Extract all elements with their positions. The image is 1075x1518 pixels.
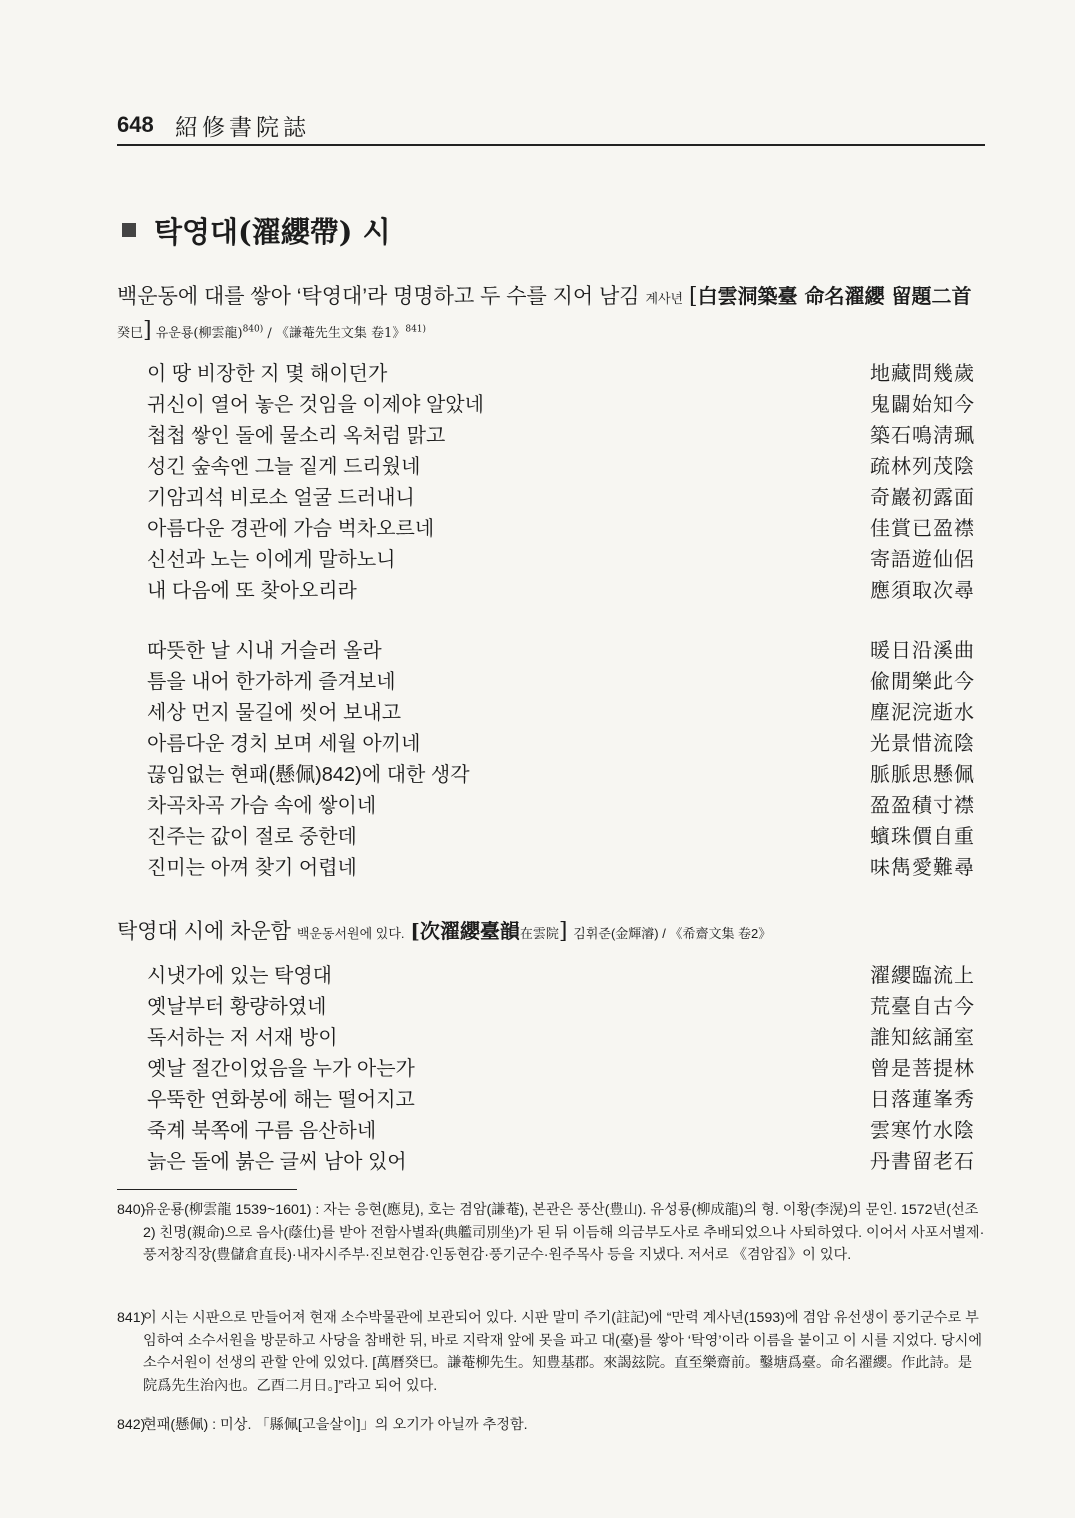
verse-hanja: 誰知絃誦室 xyxy=(870,1025,975,1049)
verse-line xyxy=(147,820,975,851)
verse-korean: 옛날 절간이었음을 누가 아는가 xyxy=(147,1058,415,1080)
verse-line xyxy=(147,388,975,419)
verse-hanja: 佳賞已盈襟 xyxy=(870,516,975,540)
verse-line xyxy=(147,990,975,1021)
poem2-note: 백운동서원에 있다. xyxy=(296,926,405,941)
verse-korean: 귀신이 열어 놓은 것임을 이제야 알았네 xyxy=(147,394,484,416)
footnote-842 xyxy=(117,1414,985,1437)
poem1-title-ko: 백운동에 대를 쌓아 ‘탁영대’라 명명하고 두 수를 지어 남김 xyxy=(117,285,640,308)
verse-hanja: 塵泥浣逝水 xyxy=(870,700,975,724)
verse-line xyxy=(147,851,975,882)
poem1-title xyxy=(117,280,972,310)
verse-korean: 기암괴석 비로소 얼굴 드러내니 xyxy=(147,487,415,509)
square-bullet-icon xyxy=(122,223,136,237)
verse-korean: 늙은 돌에 붉은 글씨 남아 있어 xyxy=(147,1151,407,1173)
verse-line xyxy=(147,450,975,481)
verse-hanja: 日落蓮峯秀 xyxy=(870,1087,975,1111)
poem2-title xyxy=(117,915,771,945)
verse-line xyxy=(147,634,975,665)
verse-hanja: 雲寒竹水陰 xyxy=(870,1118,975,1142)
verse-line xyxy=(147,696,975,727)
verse-hanja: 偸閒樂此今 xyxy=(870,669,975,693)
footnote-text: 현패(懸佩) : 미상. 「縣佩[고을살이]」의 오기가 아닐까 추정함. xyxy=(143,1417,528,1433)
verse-hanja: 寄語遊仙侶 xyxy=(870,547,975,571)
verse-hanja: 疏林列茂陰 xyxy=(870,454,975,478)
verse-line xyxy=(147,481,975,512)
verse-korean: 독서하는 저 서재 방이 xyxy=(147,1027,338,1049)
verse-hanja: 奇巖初露面 xyxy=(870,485,975,509)
verse-hanja: 鬼闢始知今 xyxy=(870,392,975,416)
verse-line xyxy=(147,1114,975,1145)
verse-line xyxy=(147,1052,975,1083)
poem1-year-note: 계사년 xyxy=(645,291,684,306)
footnote-number: 842) xyxy=(117,1417,146,1433)
footnote-ref-840: 840) xyxy=(242,324,264,335)
verse-korean: 틈을 내어 한가하게 즐겨보네 xyxy=(147,671,396,693)
verse-line xyxy=(147,727,975,758)
footnote-number: 841) xyxy=(117,1310,146,1326)
verse-hanja: 丹書留老石 xyxy=(870,1149,975,1173)
poem2-author-source: 김휘준(金輝濬) / 《希齋文集 卷2》 xyxy=(573,926,772,941)
footnote-840 xyxy=(117,1199,985,1267)
verse-korean: 첩첩 쌓인 돌에 물소리 옥처럼 맑고 xyxy=(147,425,446,447)
verse-korean: 진미는 아껴 찾기 어렵네 xyxy=(147,857,357,879)
poem1-source: / 《謙菴先生文集 卷1》 xyxy=(263,326,406,341)
verse-hanja: 脈脈思懸佩 xyxy=(870,762,975,786)
verse-hanja: 蠙珠價自重 xyxy=(870,824,975,848)
verse-line xyxy=(147,758,975,789)
verse-line xyxy=(147,419,975,450)
poem1-title-line2 xyxy=(117,318,426,343)
verse-line xyxy=(147,1083,975,1114)
verse-hanja: 濯纓臨流上 xyxy=(870,963,975,987)
verse-hanja: 荒臺自古今 xyxy=(870,994,975,1018)
verse-hanja: 盈盈積寸襟 xyxy=(870,793,975,817)
verse-hanja: 暖日沿溪曲 xyxy=(870,638,975,662)
verse-korean: 신선과 노는 이에게 말하노니 xyxy=(147,549,396,571)
poem2-title-hanja: [次濯纓臺韻 xyxy=(410,919,520,943)
poem1-title-hanja-cont: 癸巳 xyxy=(117,326,144,341)
poem1-author: 유운룡(柳雲龍) xyxy=(155,326,243,341)
verse-hanja: 曾是菩提林 xyxy=(870,1056,975,1080)
verse-hanja: 地藏問幾歲 xyxy=(870,361,975,385)
poem1-bracket-open: [ xyxy=(688,284,698,309)
book-title: 紹修書院誌 xyxy=(175,115,310,141)
running-header xyxy=(117,108,985,146)
verse-korean: 아름다운 경치 보며 세월 아끼네 xyxy=(147,733,421,755)
poem2-title-ko: 탁영대 시에 차운함 xyxy=(117,920,291,943)
footnote-text: 이 시는 시판으로 만들어져 현재 소수박물관에 보관되어 있다. 시판 말미 주기(註記)에 “만력 계사년(1593)에 겸암 유선생이 풍기군수로 부임하여 소수서원을 방문하고 사당을 참배한 뒤, 바로 지락재 앞에 못을 파고 대(臺)를 쌓아 ‘탁영’이라 이름을 붙이고 이 시를 지었다. 당시에 소수서원이 선생의 관할 안에 있었다. [萬曆癸巳。謙菴柳先生。知豊基郡。來謁玆院。直至樂齋前。鑿塘爲臺。命名濯纓。作此詩。是院爲先生治內也。乙酉二月日。]”라고 되어 있다. xyxy=(143,1310,983,1394)
footnote-ref-841: 841) xyxy=(405,324,427,335)
verse-korean: 성긴 숲속엔 그늘 짙게 드리웠네 xyxy=(147,456,421,478)
verse-korean: 이 땅 비장한 지 몇 해이던가 xyxy=(147,363,388,385)
verse-korean: 우뚝한 연화봉에 해는 떨어지고 xyxy=(147,1089,415,1111)
verse-korean: 내 다음에 또 찾아오리라 xyxy=(147,580,357,602)
verse-line xyxy=(147,789,975,820)
poem1-title-hanja: 白雲洞築臺 命名濯纓 留題二首 xyxy=(697,284,972,308)
footnote-number: 840) xyxy=(117,1202,146,1218)
section-heading xyxy=(122,210,391,251)
page-number: 648 xyxy=(117,112,154,137)
verse-korean: 따뜻한 날 시내 거슬러 올라 xyxy=(147,640,382,662)
section-title: 탁영대(濯纓帶) 시 xyxy=(154,215,391,249)
verse-hanja: 應須取次尋 xyxy=(870,578,975,602)
verse-line xyxy=(147,357,975,388)
verse-hanja: 光景惜流陰 xyxy=(870,731,975,755)
verse-line xyxy=(147,574,975,605)
verse-korean: 진주는 값이 절로 중한데 xyxy=(147,826,357,848)
verse-korean: 아름다운 경관에 가슴 벅차오르네 xyxy=(147,518,435,540)
verse-line xyxy=(147,959,975,990)
verse-line xyxy=(147,512,975,543)
verse-line xyxy=(147,1021,975,1052)
poem2-title-hanja-note: 在雲院 xyxy=(519,926,559,941)
poem2-bracket-close: ] xyxy=(558,919,568,944)
verse-korean: 차곡차곡 가슴 속에 쌓이네 xyxy=(147,795,377,817)
verse-line xyxy=(147,1145,975,1176)
verse-korean: 죽계 북쪽에 구름 음산하네 xyxy=(147,1120,377,1142)
verse-line xyxy=(147,543,975,574)
verse-hanja: 築石鳴淸珮 xyxy=(870,423,975,447)
verse-korean: 옛날부터 황량하였네 xyxy=(147,996,327,1018)
poem1-bracket-close: ] xyxy=(143,318,152,343)
verse-line xyxy=(147,665,975,696)
verse-hanja: 味雋愛難尋 xyxy=(870,855,975,879)
footnote-841 xyxy=(117,1307,985,1397)
verse-korean: 끊임없는 현패(懸佩)842)에 대한 생각 xyxy=(147,764,470,786)
footnote-divider xyxy=(117,1189,297,1190)
verse-korean: 시냇가에 있는 탁영대 xyxy=(147,965,332,987)
footnote-text: 유운룡(柳雲龍 1539~1601) : 자는 응현(應見), 호는 겸암(謙菴), 본관은 풍산(豊山). 유성룡(柳成龍)의 형. 이황(李滉)의 문인. 1572년(선조2) 친명(親命)으로 음사(蔭仕)를 받아 전함사별좌(典艦司別坐)가 된 뒤 이듬해 의금부도사로 추배되었으나 사퇴하였다. 이어서 사포서별제·풍저창직장(豊儲倉直長)·내자시주부·진보현감·인동현감·풍기군수·원주목사 등을 지냈다. 저서로 《겸암집》이 있다. xyxy=(143,1202,985,1263)
verse-korean: 세상 먼지 물길에 씻어 보내고 xyxy=(147,702,402,724)
